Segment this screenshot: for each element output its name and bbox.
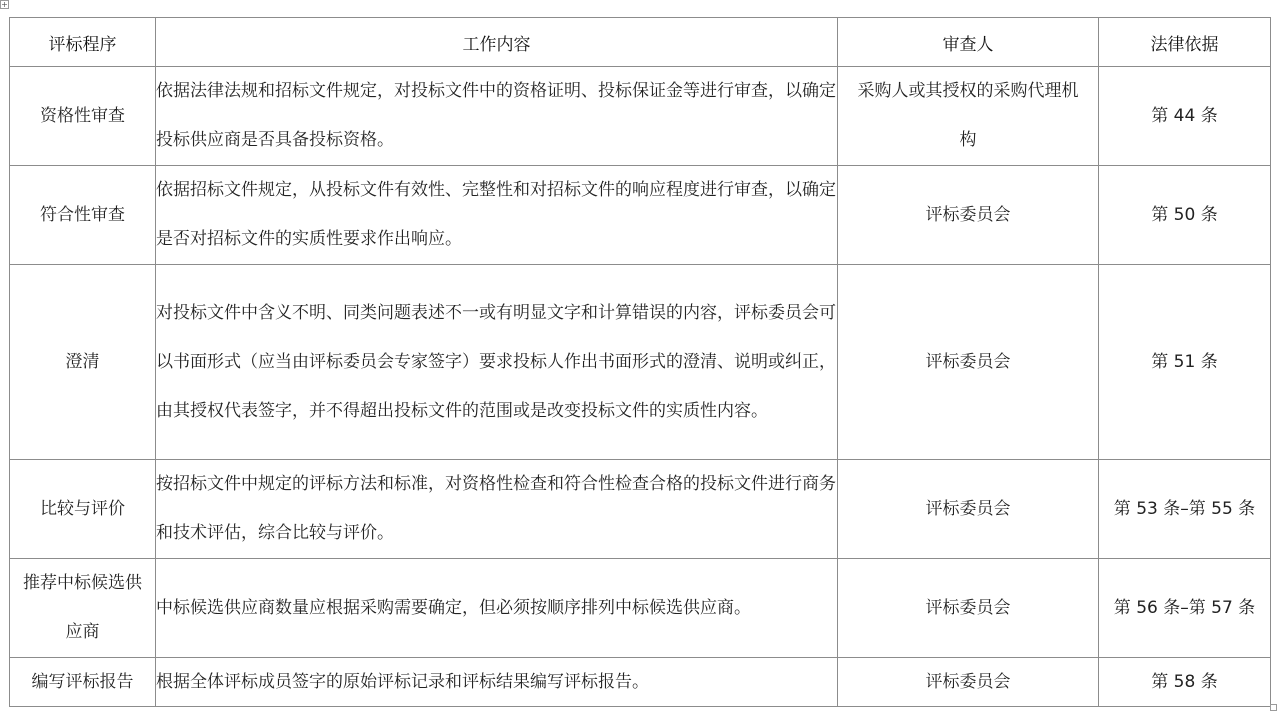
- table-row: [10, 658, 1271, 707]
- cell-content: 按招标文件中规定的评标方法和标准，对资格性检查和符合性检查合格的投标文件进行商务和技术评估，综合比较与评价。: [156, 460, 838, 559]
- cell-legal-basis: 第 53 条–第 55 条: [1099, 460, 1271, 559]
- cell-content: 依据招标文件规定，从投标文件有效性、完整性和对招标文件的响应程度进行审查，以确定是否对招标文件的实质性要求作出响应。: [156, 166, 838, 265]
- evaluation-procedure-table: [9, 17, 1271, 707]
- table-row: [10, 166, 1271, 265]
- table-row: [10, 559, 1271, 658]
- cell-legal-basis: 第 50 条: [1099, 166, 1271, 265]
- cell-content: 中标候选供应商数量应根据采购需要确定，但必须按顺序排列中标候选供应商。: [156, 559, 838, 658]
- cell-procedure: 比较与评价: [10, 460, 156, 559]
- table-row: [10, 460, 1271, 559]
- table-move-handle-icon[interactable]: +: [1, 0, 8, 9]
- cell-legal-basis: 第 56 条–第 57 条: [1099, 559, 1271, 658]
- cell-procedure: 资格性审查: [10, 67, 156, 166]
- header-reviewer: 审查人: [838, 18, 1099, 67]
- cell-reviewer: 评标委员会: [838, 460, 1099, 559]
- table-resize-handle-icon[interactable]: [1270, 704, 1277, 711]
- cell-content: 对投标文件中含义不明、同类问题表述不一或有明显文字和计算错误的内容，评标委员会可以书面形式（应当由评标委员会专家签字）要求投标人作出书面形式的澄清、说明或纠正，由其授权代表签字，并不得超出投标文件的范围或是改变投标文件的实质性内容。: [156, 265, 838, 460]
- cell-legal-basis: 第 51 条: [1099, 265, 1271, 460]
- cell-procedure: 符合性审查: [10, 166, 156, 265]
- cell-procedure: 澄清: [10, 265, 156, 460]
- cell-reviewer: 评标委员会: [838, 559, 1099, 658]
- cell-reviewer: 评标委员会: [838, 166, 1099, 265]
- header-legal-basis: 法律依据: [1099, 18, 1271, 67]
- cell-reviewer: 评标委员会: [838, 265, 1099, 460]
- cell-reviewer: 采购人或其授权的采购代理机构: [838, 67, 1099, 166]
- table-header-row: [10, 18, 1271, 67]
- cell-reviewer: 评标委员会: [838, 658, 1099, 707]
- cell-procedure: 编写评标报告: [10, 658, 156, 707]
- table-row: [10, 67, 1271, 166]
- cell-content: 根据全体评标成员签字的原始评标记录和评标结果编写评标报告。: [156, 658, 838, 707]
- header-content: 工作内容: [156, 18, 838, 67]
- header-procedure: 评标程序: [10, 18, 156, 67]
- cell-content: 依据法律法规和招标文件规定，对投标文件中的资格证明、投标保证金等进行审查，以确定投标供应商是否具备投标资格。: [156, 67, 838, 166]
- cell-legal-basis: 第 44 条: [1099, 67, 1271, 166]
- cell-procedure: 推荐中标候选供应商: [10, 559, 156, 658]
- cell-legal-basis: 第 58 条: [1099, 658, 1271, 707]
- table-row: [10, 265, 1271, 460]
